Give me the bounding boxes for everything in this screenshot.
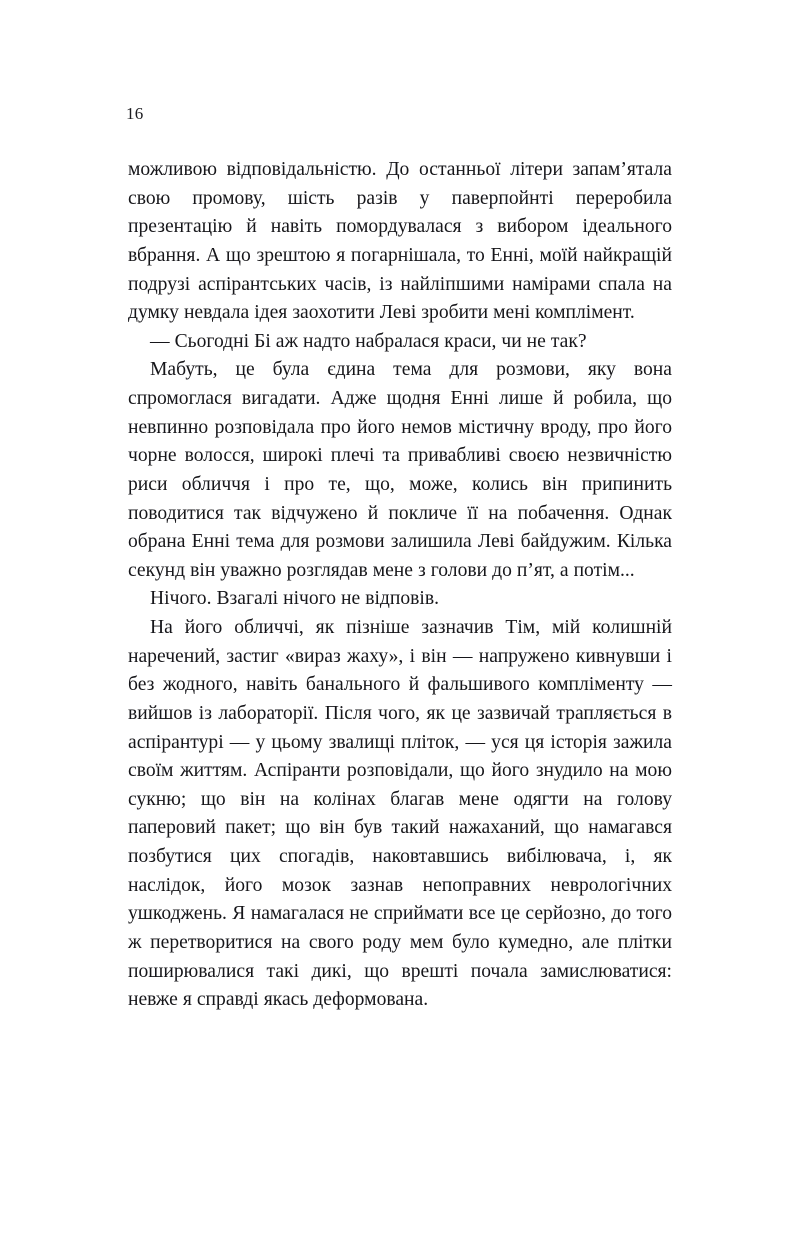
page-number: 16 [126,104,144,123]
paragraph-mabut: Мабуть, це була єдина тема для розмови, яку вона спромоглася вигадати. Адже щодня Енні лише й робила, що невпинно розповідала про його немов містичну вроду, про його чорне волосся, широкі плечі та привабливі своєю незвичністю риси обличчя і про те, що, може, колись він припинить поводитися так відчужено й покличе її на побачення. Однак обрана Енні тема для розмови залишила Леві байдужим. Кілька секунд він уважно розглядав мене з голови до п’ят, а потім... [128,359,672,581]
paragraph-nichoho: Нічого. Взагалі нічого не відповів. [150,588,440,610]
body-text-block [128,156,672,1015]
paragraph-dialogue: — Сьогодні Бі аж надто набралася краси, чи не так? [150,330,587,352]
paragraph-oblychchi: На його обличчі, як пізніше зазначив Тім, мій колишній наречений, застиг «вираз жаху», і він — напружено кивнувши і без жодного, навіть банального й фальшивого компліменту — вийшов із лабораторії. Після чого, як це зазвичай трапляється в аспірантурі — у цьому звалищі пліток, — уся ця історія зажила своїм життям. Аспіранти розповідали, що його знудило на мою сукню; що він на колінах благав мене одягти на голову паперовий пакет; що він був такий нажаханий, що намагався позбутися цих спогадів, наковтавшись вибілювача, і, як наслідок, його мозок зазнав непоправних неврологічних ушкоджень. Я намагалася не сприймати все це серйозно, до того ж перетворитися на свого роду мем було кумедно, але плітки поширювалися такі дикі, що врешті почала замислюватися: невже я справді якась деформована. [128,617,672,1011]
paragraph-continued: можливою відповідальністю. До останньої літери запам’ятала свою промову, шість разів у паверпойнті переробила презентацію й навіть помордувалася з вибором ідеального вбрання. А що зрештою я погарнішала, то Енні, моїй найкращій подрузі аспірантських часів, із найліпшими намірами спала на думку невдала ідея заохотити Леві зробити мені комплімент. [128,159,672,324]
